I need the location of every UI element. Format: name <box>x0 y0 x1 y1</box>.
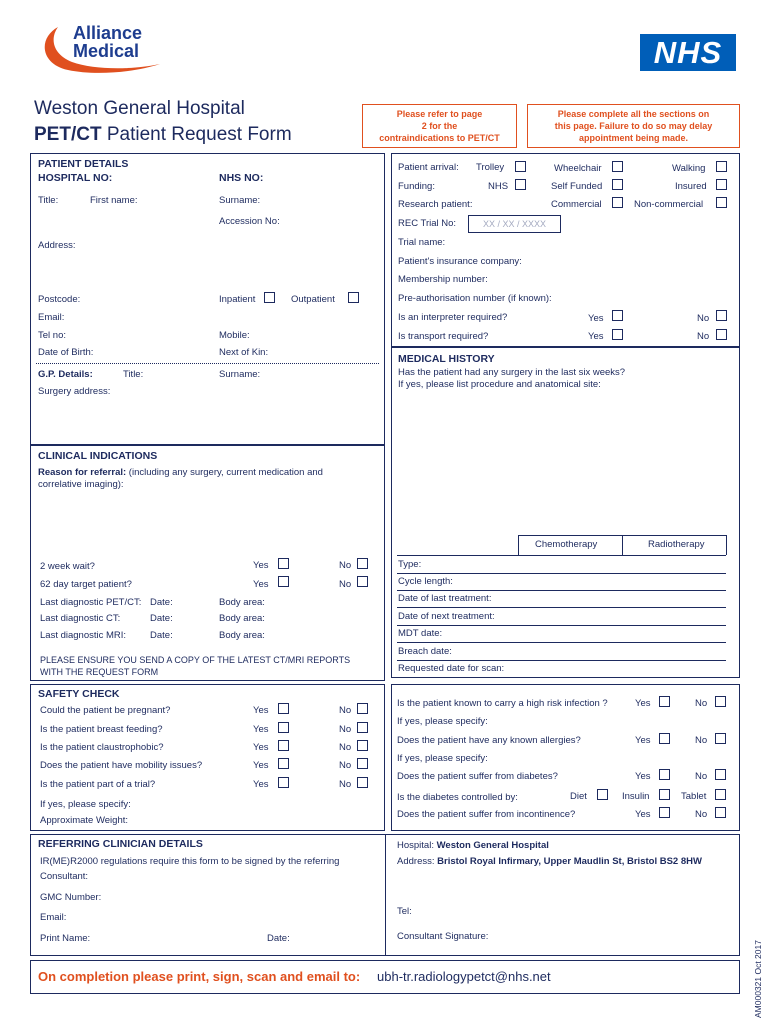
note-a3: contraindications to PET/CT <box>379 133 500 143</box>
safety-question: Is the patient claustrophobic? <box>40 742 164 753</box>
diabetes-no-checkbox[interactable] <box>715 769 726 780</box>
referrer-date-field[interactable]: Date: <box>267 933 290 944</box>
trial-name-field[interactable]: Trial name: <box>398 237 446 248</box>
funding-label: Funding: <box>398 181 435 192</box>
note-a2: 2 for the <box>421 121 458 131</box>
target62-yes-label: Yes <box>253 579 269 590</box>
interpreter-yes-label: Yes <box>588 313 604 324</box>
trolley-checkbox[interactable] <box>515 161 526 172</box>
therapy-row[interactable] <box>397 590 726 607</box>
safety-yes-checkbox[interactable] <box>278 703 289 714</box>
two-week-yes-label: Yes <box>253 560 269 571</box>
referring-divider <box>385 834 386 956</box>
reason-bold: Reason for referral: <box>38 467 127 478</box>
therapy-row[interactable] <box>397 660 726 677</box>
wheelchair-label: Wheelchair <box>554 163 602 174</box>
address-line <box>397 856 702 868</box>
page-title-form <box>34 124 292 146</box>
allergies-no-label: No <box>695 735 708 746</box>
insulin-checkbox[interactable] <box>659 789 670 800</box>
safety-question: Does the patient have mobility issues? <box>40 760 203 771</box>
surname-field[interactable]: Surname: <box>219 195 261 206</box>
walking-label: Walking <box>672 163 706 174</box>
safety-no-label: No <box>339 705 352 716</box>
diabetes-yes-label: Yes <box>635 771 651 782</box>
therapy-col-divider-3 <box>726 535 727 555</box>
hospital-label: Hospital: <box>397 840 434 851</box>
logo-line1: Alliance <box>73 23 143 43</box>
wheelchair-checkbox[interactable] <box>612 161 623 172</box>
gp-details-label: G.P. Details: <box>38 369 93 380</box>
two-week-no-label: No <box>339 560 352 571</box>
therapy-row-label: Requested date for scan: <box>398 663 505 674</box>
diabetes-no-label: No <box>695 771 708 782</box>
gmc-number-field[interactable]: GMC Number: <box>40 892 102 903</box>
footer-email[interactable]: ubh-tr.radiologypetct@nhs.net <box>377 969 551 984</box>
irmer-notice-2: Consultant: <box>40 871 89 882</box>
inpatient-label: Inpatient <box>219 294 256 305</box>
diabetes-question: Does the patient suffer from diabetes? <box>397 771 558 782</box>
next-of-kin-field[interactable]: Next of Kin: <box>219 347 269 358</box>
safety-no-label: No <box>339 779 352 790</box>
hospital-value: Weston General Hospital <box>436 840 549 851</box>
referring-tel-field[interactable]: Tel: <box>397 906 412 917</box>
transport-no-label: No <box>697 331 710 342</box>
note-a1: Please refer to page <box>396 109 483 119</box>
outpatient-label: Outpatient <box>291 294 335 305</box>
transport-yes-checkbox[interactable] <box>612 329 623 340</box>
therapy-row[interactable] <box>397 643 726 660</box>
outpatient-checkbox[interactable] <box>348 292 359 303</box>
gp-surname-field[interactable]: Surname: <box>219 369 261 380</box>
safety-question: Could the patient be pregnant? <box>40 705 171 716</box>
last-ct-label: Last diagnostic CT: <box>40 613 121 624</box>
title-petct: PET/CT <box>34 124 102 145</box>
first-name-field[interactable]: First name: <box>90 195 138 206</box>
non-commercial-checkbox[interactable] <box>716 197 727 208</box>
commercial-label: Commercial <box>551 199 602 210</box>
therapy-row-label: Type: <box>398 559 422 570</box>
safety-question: Is the patient breast feeding? <box>40 724 163 735</box>
nhs-funding-label: NHS <box>488 181 509 192</box>
allergies-yes-checkbox[interactable] <box>659 733 670 744</box>
infection-yes-label: Yes <box>635 698 651 709</box>
last-pet-body-area[interactable]: Body area: <box>219 597 265 608</box>
transport-question: Is transport required? <box>398 331 489 342</box>
infection-yes-checkbox[interactable] <box>659 696 670 707</box>
insulin-label: Insulin <box>622 791 650 802</box>
note-b2: this page. Failure to do so may delay <box>554 121 713 131</box>
allergies-specify-field[interactable]: If yes, please specify: <box>397 753 488 764</box>
diet-checkbox[interactable] <box>597 789 608 800</box>
chemotherapy-header: Chemotherapy <box>535 539 598 550</box>
incontinence-no-label: No <box>695 809 708 820</box>
interpreter-no-label: No <box>697 313 710 324</box>
referrer-email-field[interactable]: Email: <box>40 912 67 923</box>
address-field[interactable]: Address: <box>38 240 76 251</box>
accession-no-field[interactable]: Accession No: <box>219 216 280 227</box>
diabetes-yes-checkbox[interactable] <box>659 769 670 780</box>
safety-no-checkbox[interactable] <box>357 777 368 788</box>
interpreter-question: Is an interpreter required? <box>398 312 508 323</box>
postcode-field[interactable]: Postcode: <box>38 294 81 305</box>
ensure-copy-notice-1: PLEASE ENSURE YOU SEND A COPY OF THE LATEST CT/MRI REPORTS <box>40 655 351 665</box>
referring-clinician-heading: REFERRING CLINICIAN DETAILS <box>38 838 203 850</box>
reason-rest: (including any surgery, current medication and <box>126 467 323 478</box>
non-commercial-label: Non-commercial <box>634 199 704 210</box>
medical-history-heading: MEDICAL HISTORY <box>398 353 495 365</box>
title-field[interactable]: Title: <box>38 195 59 206</box>
preauth-number-field[interactable]: Pre-authorisation number (if known): <box>398 293 552 304</box>
transport-yes-label: Yes <box>588 331 604 342</box>
print-name-field[interactable]: Print Name: <box>40 933 91 944</box>
target62-yes-checkbox[interactable] <box>278 576 289 587</box>
safety-no-checkbox[interactable] <box>357 703 368 714</box>
infection-no-checkbox[interactable] <box>715 696 726 707</box>
logo-line2: Medical <box>73 41 140 61</box>
diet-label: Diet <box>570 791 587 802</box>
incontinence-yes-label: Yes <box>635 809 651 820</box>
trolley-label: Trolley <box>476 162 505 173</box>
safety-yes-label: Yes <box>253 742 269 753</box>
research-patient-label: Research patient: <box>398 199 473 210</box>
safety-yes-label: Yes <box>253 779 269 790</box>
safety-question: Is the patient part of a trial? <box>40 779 156 790</box>
last-ct-body-area[interactable]: Body area: <box>219 613 265 624</box>
interpreter-no-checkbox[interactable] <box>716 310 727 321</box>
gp-divider <box>36 363 379 364</box>
referring-address-value: Bristol Royal Infirmary, Upper Maudlin St, Bristol BS2 8HW <box>437 856 702 867</box>
allergies-yes-label: Yes <box>635 735 651 746</box>
therapy-col-divider-2 <box>622 535 623 555</box>
safety-yes-label: Yes <box>253 705 269 716</box>
safety-yes-checkbox[interactable] <box>278 722 289 733</box>
therapy-row[interactable] <box>397 608 726 625</box>
two-week-yes-checkbox[interactable] <box>278 558 289 569</box>
irmer-notice-1: IR(ME)R2000 regulations require this form to be signed by the referring <box>40 856 340 867</box>
hospital-line <box>397 840 549 852</box>
dob-field[interactable]: Date of Birth: <box>38 347 94 358</box>
patient-arrival-label: Patient arrival: <box>398 162 459 173</box>
surgery-six-weeks-question: Has the patient had any surgery in the last six weeks? <box>398 367 626 378</box>
diabetes-control-question: Is the diabetes controlled by: <box>397 792 518 803</box>
nhs-logo: NHS <box>640 34 736 71</box>
mobile-field[interactable]: Mobile: <box>219 330 250 341</box>
last-ct-date[interactable]: Date: <box>150 613 173 624</box>
safety-no-label: No <box>339 724 352 735</box>
two-week-wait-question: 2 week wait? <box>40 561 95 572</box>
safety-yes-label: Yes <box>253 760 269 771</box>
form-code: AM000321 Oct 2017 <box>753 940 763 1018</box>
inpatient-checkbox[interactable] <box>264 292 275 303</box>
commercial-checkbox[interactable] <box>612 197 623 208</box>
therapy-row-label: Cycle length: <box>398 576 453 587</box>
note-contraindications <box>362 104 517 148</box>
hospital-no-label: HOSPITAL NO: <box>38 172 113 184</box>
allergies-no-checkbox[interactable] <box>715 733 726 744</box>
therapy-row[interactable] <box>397 625 726 642</box>
reason-for-referral[interactable] <box>38 467 323 479</box>
radiotherapy-header: Radiotherapy <box>648 539 705 550</box>
nhs-no-label: NHS NO: <box>219 172 264 184</box>
allergies-question: Does the patient have any known allergies? <box>397 735 581 746</box>
therapy-row[interactable] <box>397 556 726 573</box>
target62-question: 62 day target patient? <box>40 579 132 590</box>
note-b1: Please complete all the sections on <box>557 109 710 119</box>
insurance-company-field[interactable]: Patient's insurance company: <box>398 256 522 267</box>
approx-weight-field[interactable]: Approximate Weight: <box>40 815 129 826</box>
last-pet-label: Last diagnostic PET/CT: <box>40 597 142 608</box>
infection-question: Is the patient known to carry a high risk infection ? <box>397 698 608 709</box>
last-mri-body-area[interactable]: Body area: <box>219 630 265 641</box>
safety-no-checkbox[interactable] <box>357 722 368 733</box>
safety-yes-checkbox[interactable] <box>278 777 289 788</box>
consultant-signature-field[interactable]: Consultant Signature: <box>397 931 489 942</box>
self-funded-label: Self Funded <box>551 181 603 192</box>
note-b3: appointment being made. <box>578 133 688 143</box>
tablet-checkbox[interactable] <box>715 789 726 800</box>
last-mri-date[interactable]: Date: <box>150 630 173 641</box>
patient-details-heading: PATIENT DETAILS <box>38 158 129 170</box>
safety-yes-label: Yes <box>253 724 269 735</box>
incontinence-no-checkbox[interactable] <box>715 807 726 818</box>
page-title-hospital: Weston General Hospital <box>34 98 245 119</box>
tablet-label: Tablet <box>681 791 707 802</box>
safety-specify-field[interactable]: If yes, please specify: <box>40 799 131 810</box>
last-pet-date[interactable]: Date: <box>150 597 173 608</box>
alliance-medical-logo <box>36 24 166 76</box>
therapy-row-line <box>397 677 726 678</box>
procedure-site-field[interactable]: If yes, please list procedure and anatomical site: <box>398 379 601 390</box>
safety-yes-checkbox[interactable] <box>278 758 289 769</box>
therapy-row-label: Breach date: <box>398 646 452 657</box>
rec-trial-label: REC Trial No: <box>398 218 457 229</box>
gp-title-field[interactable]: Title: <box>123 369 144 380</box>
footer-label: On completion please print, sign, scan and email to: <box>38 969 361 984</box>
incontinence-question: Does the patient suffer from incontinence? <box>397 809 576 820</box>
infection-no-label: No <box>695 698 708 709</box>
insured-label: Insured <box>675 181 707 192</box>
infection-specify-field[interactable]: If yes, please specify: <box>397 716 488 727</box>
therapy-row[interactable] <box>397 573 726 590</box>
note-complete-sections <box>527 104 740 148</box>
therapy-row-label: Date of next treatment: <box>398 611 495 622</box>
self-funded-checkbox[interactable] <box>612 179 623 190</box>
safety-check-heading: SAFETY CHECK <box>38 688 120 700</box>
membership-number-field[interactable]: Membership number: <box>398 274 488 285</box>
therapy-row-label: MDT date: <box>398 628 443 639</box>
insured-checkbox[interactable] <box>716 179 727 190</box>
interpreter-yes-checkbox[interactable] <box>612 310 623 321</box>
rec-trial-input[interactable]: XX / XX / XXXX <box>468 215 561 233</box>
email-field[interactable]: Email: <box>38 312 65 323</box>
target62-no-checkbox[interactable] <box>357 576 368 587</box>
safety-no-checkbox[interactable] <box>357 740 368 751</box>
clinical-indications-heading: CLINICAL INDICATIONS <box>38 450 158 462</box>
transport-no-checkbox[interactable] <box>716 329 727 340</box>
target62-no-label: No <box>339 579 352 590</box>
nhs-funding-checkbox[interactable] <box>515 179 526 190</box>
reason-line2: correlative imaging): <box>38 479 124 490</box>
therapy-col-divider-1 <box>518 535 519 555</box>
safety-no-label: No <box>339 760 352 771</box>
safety-yes-checkbox[interactable] <box>278 740 289 751</box>
ensure-copy-notice-2: WITH THE REQUEST FORM <box>40 667 159 677</box>
title-rest: Patient Request Form <box>101 124 292 145</box>
last-mri-label: Last diagnostic MRI: <box>40 630 127 641</box>
therapy-row-label: Date of last treatment: <box>398 593 492 604</box>
walking-checkbox[interactable] <box>716 161 727 172</box>
incontinence-yes-checkbox[interactable] <box>659 807 670 818</box>
two-week-no-checkbox[interactable] <box>357 558 368 569</box>
safety-no-checkbox[interactable] <box>357 758 368 769</box>
safety-no-label: No <box>339 742 352 753</box>
referring-address-label: Address: <box>397 856 435 867</box>
tel-field[interactable]: Tel no: <box>38 330 66 341</box>
surgery-address-field[interactable]: Surgery address: <box>38 386 111 397</box>
